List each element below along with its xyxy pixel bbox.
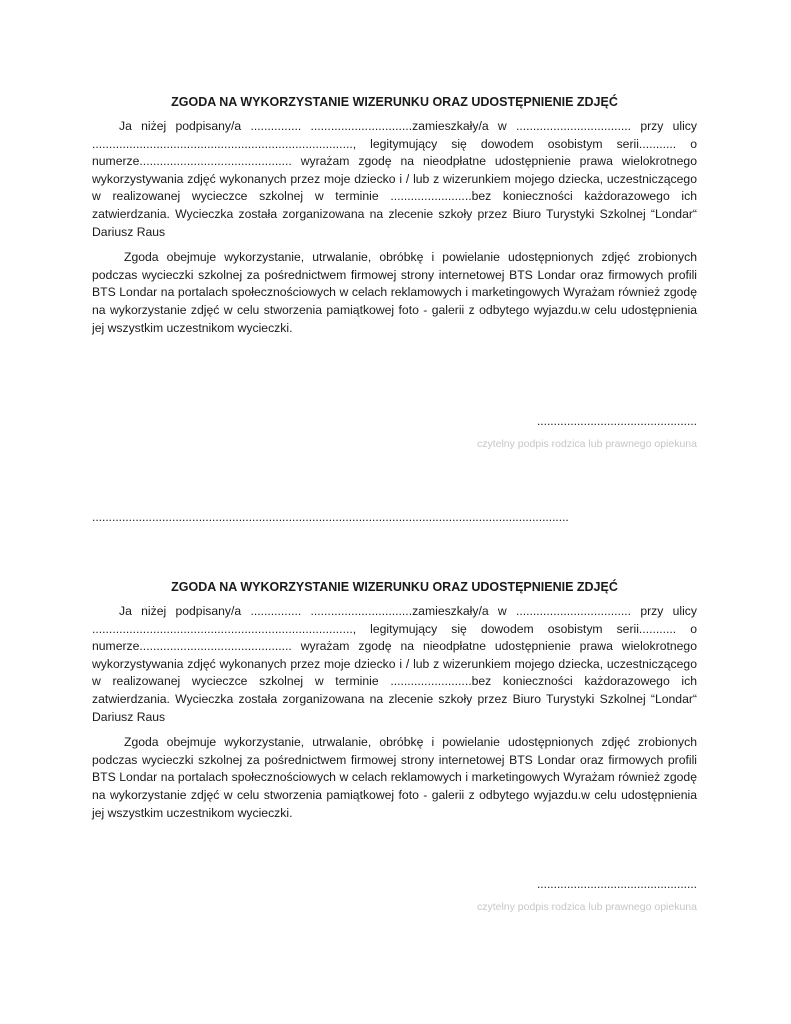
declaration-paragraph: Ja niżej podpisany/a ............... ..............................zamieszkały/a w .................................. przy ulicy ............................................................................., legitymujący się dowodem osobistym serii........... o numerze............................................. wyrażam zgodę na nieodpłatne udostępnienie prawa wielokrotnego wykorzystywania zdjęć wykonanych przez moje dziecko i / lub z wizerunkiem mojego dziecka, uczestniczącego w realizowanej wycieczce szkolnej w terminie ........................bez konieczności każdorazowego ich zatwierdzania. Wycieczka została zorganizowana na zlecenie szkoły przez Biuro Turystyki Szkolnej “Londar“ Dariusz Raus [92,119,697,239]
consent-form-bottom [92,577,697,913]
scope-paragraph: Zgoda obejmuje wykorzystanie, utrwalanie, obróbkę i powielanie udostępnionych zdjęć zrobionych podczas wycieczki szkolnej za pośrednictwem firmowej strony internetowej BTS Londar oraz firmowych profili BTS Londar na portalach społecznościowych w celach reklamowych i marketingowych Wyrażam również zgodę na wykorzystanie zdjęć w celu stworzenia pamiątkowej foto - galerii z odbytego wyjazdu.w celu udostępnienia jej wszystkim uczestnikom wycieczki. [92,250,697,335]
declaration-paragraph: Ja niżej podpisany/a ............... ..............................zamieszkały/a w .................................. przy ulicy ............................................................................., legitymujący się dowodem osobistym serii........... o numerze............................................. wyrażam zgodę na nieodpłatne udostępnienie prawa wielokrotnego wykorzystywania zdjęć wykonanych przez moje dziecko i / lub z wizerunkiem mojego dziecka, uczestniczącego w realizowanej wycieczce szkolnej w terminie ........................bez konieczności każdorazowego ich zatwierdzania. Wycieczka została zorganizowana na zlecenie szkoły przez Biuro Turystyki Szkolnej “Londar“ Dariusz Raus [92,604,697,724]
form-title: ZGODA NA WYKORZYSTANIE WIZERUNKU ORAZ UDOSTĘPNIENIE ZDJĘĆ [171,95,618,109]
signature-line: ................................................ [536,877,697,891]
signature-label: czytelny podpis rodzica lub prawnego opiekuna [476,901,697,913]
scope-paragraph: Zgoda obejmuje wykorzystanie, utrwalanie, obróbkę i powielanie udostępnionych zdjęć zrobionych podczas wycieczki szkolnej za pośrednictwem firmowej strony internetowej BTS Londar oraz firmowych profili BTS Londar na portalach społecznościowych w celach reklamowych i marketingowych Wyrażam również zgodę na wykorzystanie zdjęć w celu stworzenia pamiątkowej foto - galerii z odbytego wyjazdu.w celu udostępnienia jej wszystkim uczestnikom wycieczki. [92,735,697,820]
cut-line-divider: ............................................................................................................................................... [92,510,569,524]
signature-label: czytelny podpis rodzica lub prawnego opiekuna [476,438,697,450]
consent-form-top [92,92,697,450]
form-title: ZGODA NA WYKORZYSTANIE WIZERUNKU ORAZ UDOSTĘPNIENIE ZDJĘĆ [171,580,618,594]
signature-line: ................................................ [536,414,697,428]
